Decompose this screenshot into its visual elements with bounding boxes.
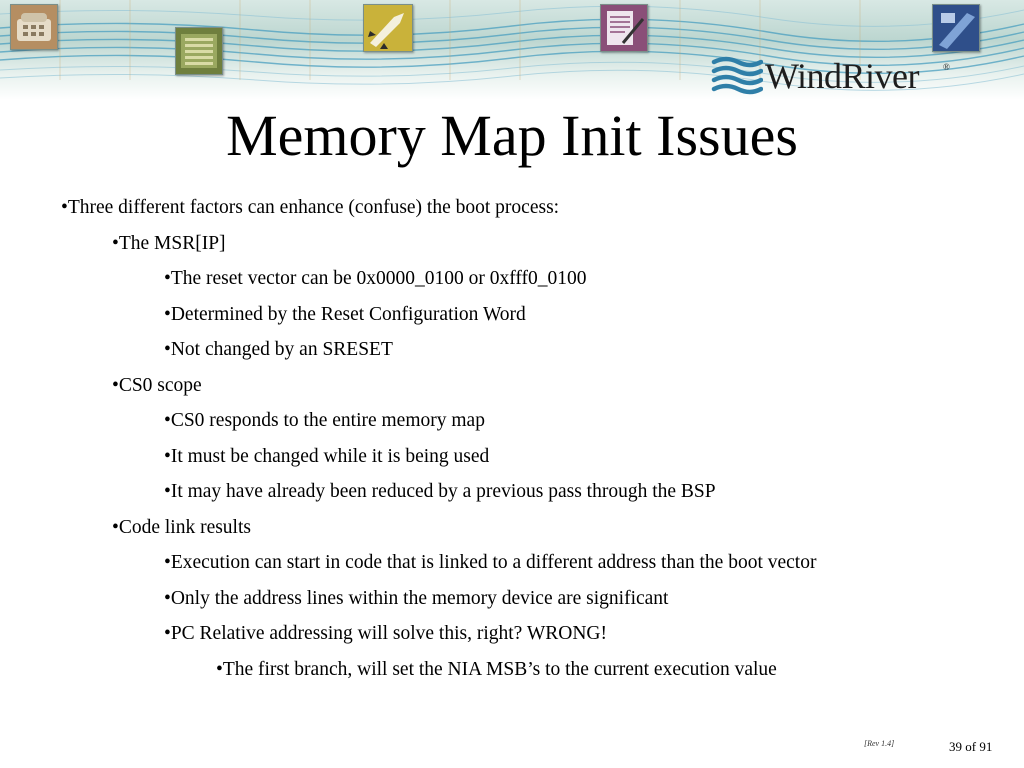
page-separator: of <box>962 739 980 754</box>
circuit-board-icon <box>175 27 223 75</box>
windriver-wave-mark <box>711 52 763 100</box>
document-pen-icon <box>600 4 648 52</box>
space-shuttle-icon <box>363 4 413 52</box>
bullet-item-level-2: •Determined by the Reset Configuration Word <box>164 304 526 325</box>
bullet-item-level-0: •Three different factors can enhance (confuse) the boot process: <box>61 197 560 218</box>
page-current: 39 <box>949 739 962 754</box>
revision-label: [Rev 1.4] <box>864 739 895 748</box>
logo-wordmark: WindRiver <box>765 56 920 96</box>
bullet-item-level-1: •The MSR[IP] <box>112 233 226 254</box>
windriver-logo <box>711 52 951 100</box>
telephone-icon <box>10 4 58 50</box>
bullet-item-level-2: •It must be changed while it is being used <box>164 446 490 467</box>
bullet-item-level-3: •The first branch, will set the NIA MSB’s to the current execution value <box>216 659 777 680</box>
bullet-item-level-2: •Execution can start in code that is linked to a different address than the boot vector <box>164 552 817 573</box>
bullet-item-level-1: •Code link results <box>112 517 251 538</box>
bullet-item-level-1: •CS0 scope <box>112 375 202 396</box>
bullet-item-level-2: •CS0 responds to the entire memory map <box>164 410 485 431</box>
bullet-item-level-2: •PC Relative addressing will solve this, right? WRONG! <box>164 623 608 644</box>
bullet-item-level-2: •Not changed by an SRESET <box>164 339 393 360</box>
page-number <box>949 739 992 755</box>
bullet-item-level-2: •It may have already been reduced by a previous pass through the BSP <box>164 481 716 502</box>
bullet-item-level-2: •The reset vector can be 0x0000_0100 or 0xfff0_0100 <box>164 268 587 289</box>
page-total: 91 <box>979 739 993 754</box>
computer-disk-icon <box>932 4 980 52</box>
bullet-item-level-2: •Only the address lines within the memory device are significant <box>164 588 669 609</box>
registered-mark: ® <box>943 62 950 72</box>
slide-title: Memory Map Init Issues <box>226 103 798 168</box>
